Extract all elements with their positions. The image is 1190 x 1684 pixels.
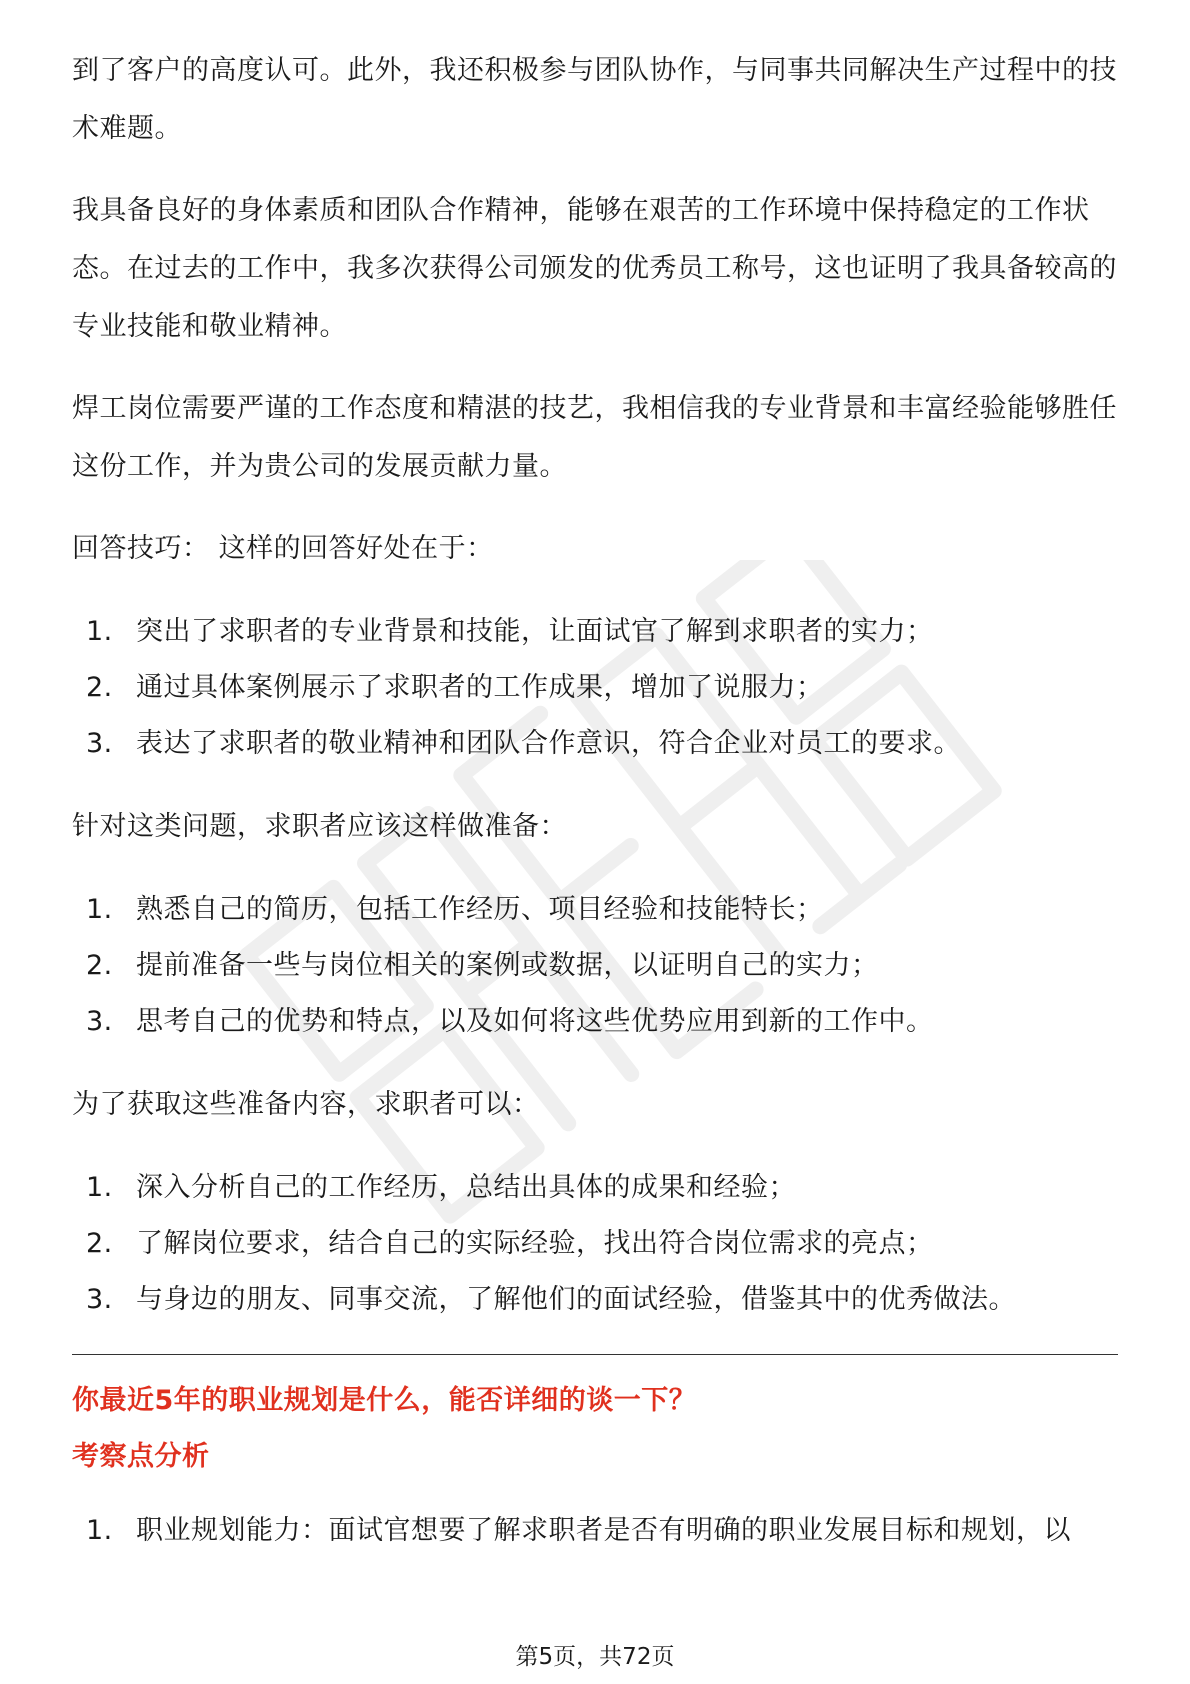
list-text: 思考自己的优势和特点，以及如何将这些优势应用到新的工作中。 [136, 1006, 934, 1037]
analysis-list [72, 1503, 1118, 1559]
paragraph: 我具备良好的身体素质和团队合作精神，能够在艰苦的工作环境中保持稳定的工作状态。在过去的工作中，我多次获得公司颁发的优秀员工称号，这也证明了我具备较高的专业技能和敬业精神。 [72, 195, 1117, 342]
list-number: 2. [86, 672, 113, 703]
list-number: 1. [86, 1515, 113, 1546]
paragraph: 焊工岗位需要严谨的工作态度和精湛的技艺，我相信我的专业背景和丰富经验能够胜任这份工作，并为贵公司的发展贡献力量。 [72, 393, 1117, 482]
list-text: 深入分析自己的工作经历，总结出具体的成果和经验； [136, 1172, 796, 1203]
list-number: 1. [86, 894, 113, 925]
list-item [72, 1503, 1118, 1559]
list-number: 3. [86, 1006, 113, 1037]
list-text: 了解岗位要求，结合自己的实际经验，找出符合岗位需求的亮点； [136, 1228, 934, 1259]
tips-list [72, 604, 1118, 772]
question-title: 你最近5年的职业规划是什么，能否详细的谈一下？ [72, 1385, 697, 1416]
list-text: 提前准备一些与岗位相关的案例或数据，以证明自己的实力； [136, 950, 879, 981]
page-content [72, 42, 1118, 1585]
analysis-heading: 考察点分析 [72, 1441, 210, 1472]
list-item [72, 660, 1118, 716]
paragraph: 到了客户的高度认可。此外，我还积极参与团队协作，与同事共同解决生产过程中的技术难题。 [72, 55, 1117, 144]
section-divider [72, 1354, 1118, 1355]
prep-intro: 针对这类问题，求职者应该这样做准备： [72, 811, 567, 842]
list-item [72, 604, 1118, 660]
list-text: 职业规划能力：面试官想要了解求职者是否有明确的职业发展目标和规划，以 [136, 1515, 1071, 1546]
list-number: 2. [86, 950, 113, 981]
list-item [72, 716, 1118, 772]
list-item [72, 938, 1118, 994]
list-number: 3. [86, 728, 113, 759]
list-item [72, 1160, 1118, 1216]
list-text: 与身边的朋友、同事交流，了解他们的面试经验，借鉴其中的优秀做法。 [136, 1284, 1016, 1315]
list-number: 2. [86, 1228, 113, 1259]
list-text: 通过具体案例展示了求职者的工作成果，增加了说服力； [136, 672, 824, 703]
list-text: 表达了求职者的敬业精神和团队合作意识，符合企业对员工的要求。 [136, 728, 961, 759]
list-number: 3. [86, 1284, 113, 1315]
list-text: 熟悉自己的简历，包括工作经历、项目经验和技能特长； [136, 894, 824, 925]
acquire-intro: 为了获取这些准备内容，求职者可以： [72, 1089, 540, 1120]
prep-list [72, 882, 1118, 1050]
page-footer: 第5页，共72页 [515, 1644, 675, 1670]
list-item [72, 882, 1118, 938]
list-number: 1. [86, 1172, 113, 1203]
tips-intro: 回答技巧： 这样的回答好处在于： [72, 533, 494, 564]
list-item [72, 994, 1118, 1050]
list-text: 突出了求职者的专业背景和技能，让面试官了解到求职者的实力； [136, 616, 934, 647]
list-number: 1. [86, 616, 113, 647]
acquire-list [72, 1160, 1118, 1328]
list-item [72, 1272, 1118, 1328]
list-item [72, 1216, 1118, 1272]
